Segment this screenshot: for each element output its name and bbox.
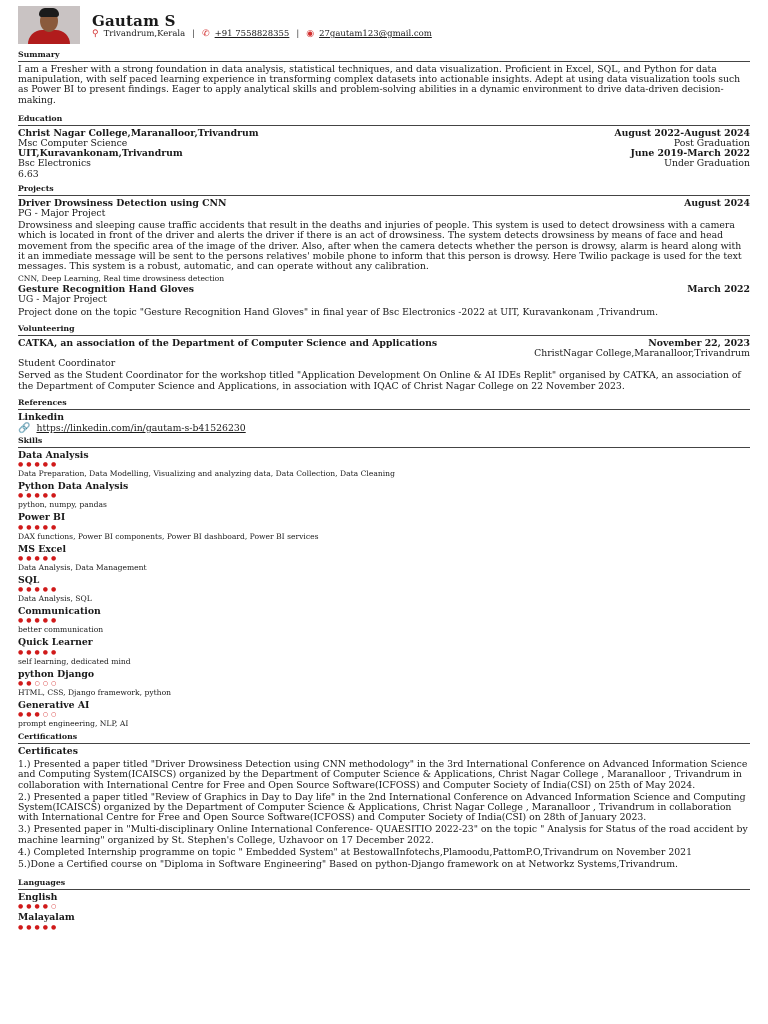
- skill-item: [18, 482, 750, 510]
- degree: Msc Computer Science: [18, 138, 128, 150]
- certificate-item: 1.) Presented a paper titled "Driver Drowsiness Detection using CNN methodology" in the 3rd International Conference on Advanced Information Science and Computing System(ICAISCS) organized by the Department of Computer Science & Applications, Christ Nagar College , Maranalloor , Trivandrum in collaboration with International Centre for Free and Open Source Software(ICFOSS) and Computer Society of India(CSI) on 25th of May 2024.: [18, 759, 748, 791]
- skill-description: python, numpy, pandas: [18, 500, 107, 510]
- skill-rating: ●●●●●: [18, 586, 60, 594]
- skill-description: better communication: [18, 625, 104, 635]
- certificate-item: 4.) Completed Internship programme on topic " Embedded System" at BestowalInfotechs,Plamoodu,PattomP.O,Trivandrum on November 2021: [18, 846, 692, 858]
- certificate-item: 5.)Done a Certified course on "Diploma in Software Engineering" Based on python-Django framework on at Networkz Systems,Trivandrum.: [18, 858, 678, 870]
- resume-header: [18, 0, 750, 46]
- project-title: Gesture Recognition Hand Gloves: [18, 284, 195, 296]
- skills-list: [18, 451, 750, 729]
- volunteer-org: CATKA, an association of the Department of Computer Science and Applications: [18, 337, 438, 349]
- education-heading: Education: [18, 114, 750, 126]
- project-description: Drowsiness and sleeping cause traffic accidents that result in the deaths and injuries of people. This system is used to detect drowsiness with a camera which is located in front of the driver and alerts the driver if there is an act of drowsiness. The system detects drowsiness by means of face and head movement from the specific area of the image of the driver. Also, after when the camera detects whether the person is drowsy, alarm is heard along with it an immediate message will be sent to the persons relatives' mobile phone to inform that this person is drowsy. Here Twilio package is used for the text messages. This system is a robust, automatic, and can operate without any calibration.: [18, 220, 742, 273]
- summary-text: I am a Fresher with a strong foundation in data analysis, statistical techniques, and data visualization. Proficient in Excel, SQL, and Python for data manipulation, with self paced learning experience in transforming complex datasets into actionable insights. Adept at using data visualization tools such as Power BI to present findings. Eager to apply analytical skills and problem-solving abilities in a dynamic environment to drive data-driven decision-making.: [18, 64, 741, 106]
- reference-label: Linkedin: [18, 411, 64, 423]
- skill-name: Python Data Analysis: [18, 481, 129, 493]
- summary-heading: Summary: [18, 50, 750, 62]
- language-name: English: [18, 892, 58, 904]
- project-date: August 2024: [684, 197, 750, 209]
- project-date: March 2022: [687, 284, 750, 296]
- volunteering-heading: Volunteering: [18, 324, 750, 336]
- skills-heading: Skills: [18, 436, 750, 448]
- skill-rating: ●●●●●: [18, 648, 60, 656]
- school-name: Christ Nagar College,Maranalloor,Trivandrum: [18, 127, 259, 139]
- skill-item: [18, 607, 750, 635]
- school-name: UIT,Kuravankonam,Trivandrum: [18, 148, 183, 160]
- project-type: PG - Major Project: [18, 208, 106, 220]
- language-item: [18, 913, 750, 931]
- volunteer-description: Served as the Student Coordinator for the workshop titled "Application Development On Online & AI IDEs Replit" organised by CATKA, an association of the Department of Computer Science and Applications, in association with IQAC of Christ Nagar College on 22 November 2023.: [18, 370, 741, 392]
- skill-name: Data Analysis: [18, 450, 89, 462]
- languages-heading: Languages: [18, 878, 750, 890]
- email-link[interactable]: 27gautam123@gmail.com: [319, 29, 432, 39]
- phone-icon: ✆: [202, 29, 210, 39]
- certificate-item: 3.) Presented paper in "Multi-disciplinary Online International Conference- QUAESITIO 2022-23" on the topic " Analysis for Status of the road accident by machine learning" organized by St. Stephen's College, Uzhavoor on 17 December 2022.: [18, 824, 748, 846]
- linkedin-link[interactable]: https://linkedin.com/in/gautam-s-b41526230: [36, 423, 246, 435]
- skill-item: [18, 451, 750, 479]
- skill-description: Data Analysis, SQL: [18, 594, 92, 604]
- volunteer-date: November 22, 2023: [648, 337, 750, 349]
- skill-description: Data Analysis, Data Management: [18, 562, 147, 572]
- language-item: [18, 893, 750, 911]
- project-item: [18, 285, 750, 318]
- language-rating: ●●●●●: [18, 923, 60, 931]
- education-dates: June 2019-March 2022: [630, 148, 750, 160]
- references-heading: References: [18, 398, 750, 410]
- skill-name: Generative AI: [18, 699, 90, 711]
- project-title: Driver Drowsiness Detection using CNN: [18, 197, 227, 209]
- volunteer-role: Student Coordinator: [18, 358, 116, 370]
- education-item: [18, 129, 750, 149]
- skill-description: prompt engineering, NLP, AI: [18, 718, 129, 728]
- skill-name: Quick Learner: [18, 637, 93, 649]
- skill-rating: ●●●○○: [18, 710, 60, 718]
- skill-item: [18, 670, 750, 698]
- language-name: Malayalam: [18, 912, 75, 924]
- certifications-heading: Certifications: [18, 732, 750, 744]
- divider: |: [192, 29, 196, 39]
- skill-item: [18, 638, 750, 666]
- divider: |: [296, 29, 300, 39]
- skill-description: self learning, dedicated mind: [18, 656, 131, 666]
- skill-item: [18, 545, 750, 573]
- candidate-name: Gautam S: [92, 12, 176, 30]
- languages-list: [18, 893, 750, 931]
- skill-rating: ●●●●●: [18, 523, 60, 531]
- skill-item: [18, 701, 750, 729]
- skill-name: Power BI: [18, 512, 66, 524]
- skill-name: SQL: [18, 574, 40, 586]
- project-tech: CNN, Deep Learning, Real time drowsiness detection: [18, 274, 225, 284]
- education-item: [18, 149, 750, 180]
- certificate-item: 2.) Presented a paper titled "Review of Graphics in Day to Day life" in the 2nd International Conference on Advanced Information Science and Computing System(ICAISCS) organized by the Department of Computer Science & Applications, Christ Nagar College , Maranalloor , Trivandrum in collaboration with International Centre for Free and Open Source Software(ICFOSS) and Computer Society of India(CSI) on 28th of January 2023.: [18, 791, 746, 824]
- skill-item: [18, 513, 750, 541]
- phone-link[interactable]: +91 7558828355: [214, 29, 290, 39]
- language-rating: ●●●●○: [18, 903, 60, 911]
- project-type: UG - Major Project: [18, 294, 107, 306]
- projects-heading: Projects: [18, 184, 750, 196]
- skill-name: python Django: [18, 668, 95, 680]
- education-level: Under Graduation: [664, 158, 750, 170]
- education-dates: August 2022-August 2024: [614, 127, 750, 139]
- skill-description: Data Preparation, Data Modelling, Visualizing and analyzing data, Data Collection, Data Cleaning: [18, 469, 395, 479]
- certificates-subheading: Certificates: [18, 745, 78, 757]
- location-pin-icon: ⚲: [92, 29, 99, 39]
- degree: Bsc Electronics: [18, 158, 91, 170]
- volunteer-place: ChristNagar College,Maranalloor,Trivandrum: [534, 348, 750, 360]
- skill-name: MS Excel: [18, 543, 66, 555]
- project-item: [18, 199, 750, 284]
- skill-rating: ●●●●●: [18, 554, 60, 562]
- link-icon: 🔗: [18, 423, 31, 435]
- project-description: Project done on the topic "Gesture Recognition Hand Gloves" in final year of Bsc Electronics -2022 at UIT, Kuravankonam ,Trivandrum.: [18, 306, 659, 318]
- skill-rating: ●●●●●: [18, 461, 60, 469]
- email-icon: ◉: [306, 29, 315, 39]
- avatar: [18, 6, 80, 44]
- skill-description: HTML, CSS, Django framework, python: [18, 687, 172, 697]
- skill-description: DAX functions, Power BI components, Power BI dashboard, Power BI services: [18, 531, 319, 541]
- contact-line: [92, 29, 432, 39]
- education-grade: 6.63: [18, 168, 39, 180]
- skill-name: Communication: [18, 606, 101, 618]
- location-text: Trivandrum,Kerala: [103, 29, 186, 39]
- education-level: Post Graduation: [673, 138, 750, 150]
- skill-item: [18, 576, 750, 604]
- skill-rating: ●●●●●: [18, 617, 60, 625]
- skill-rating: ●●○○○: [18, 679, 60, 687]
- skill-rating: ●●●●●: [18, 492, 60, 500]
